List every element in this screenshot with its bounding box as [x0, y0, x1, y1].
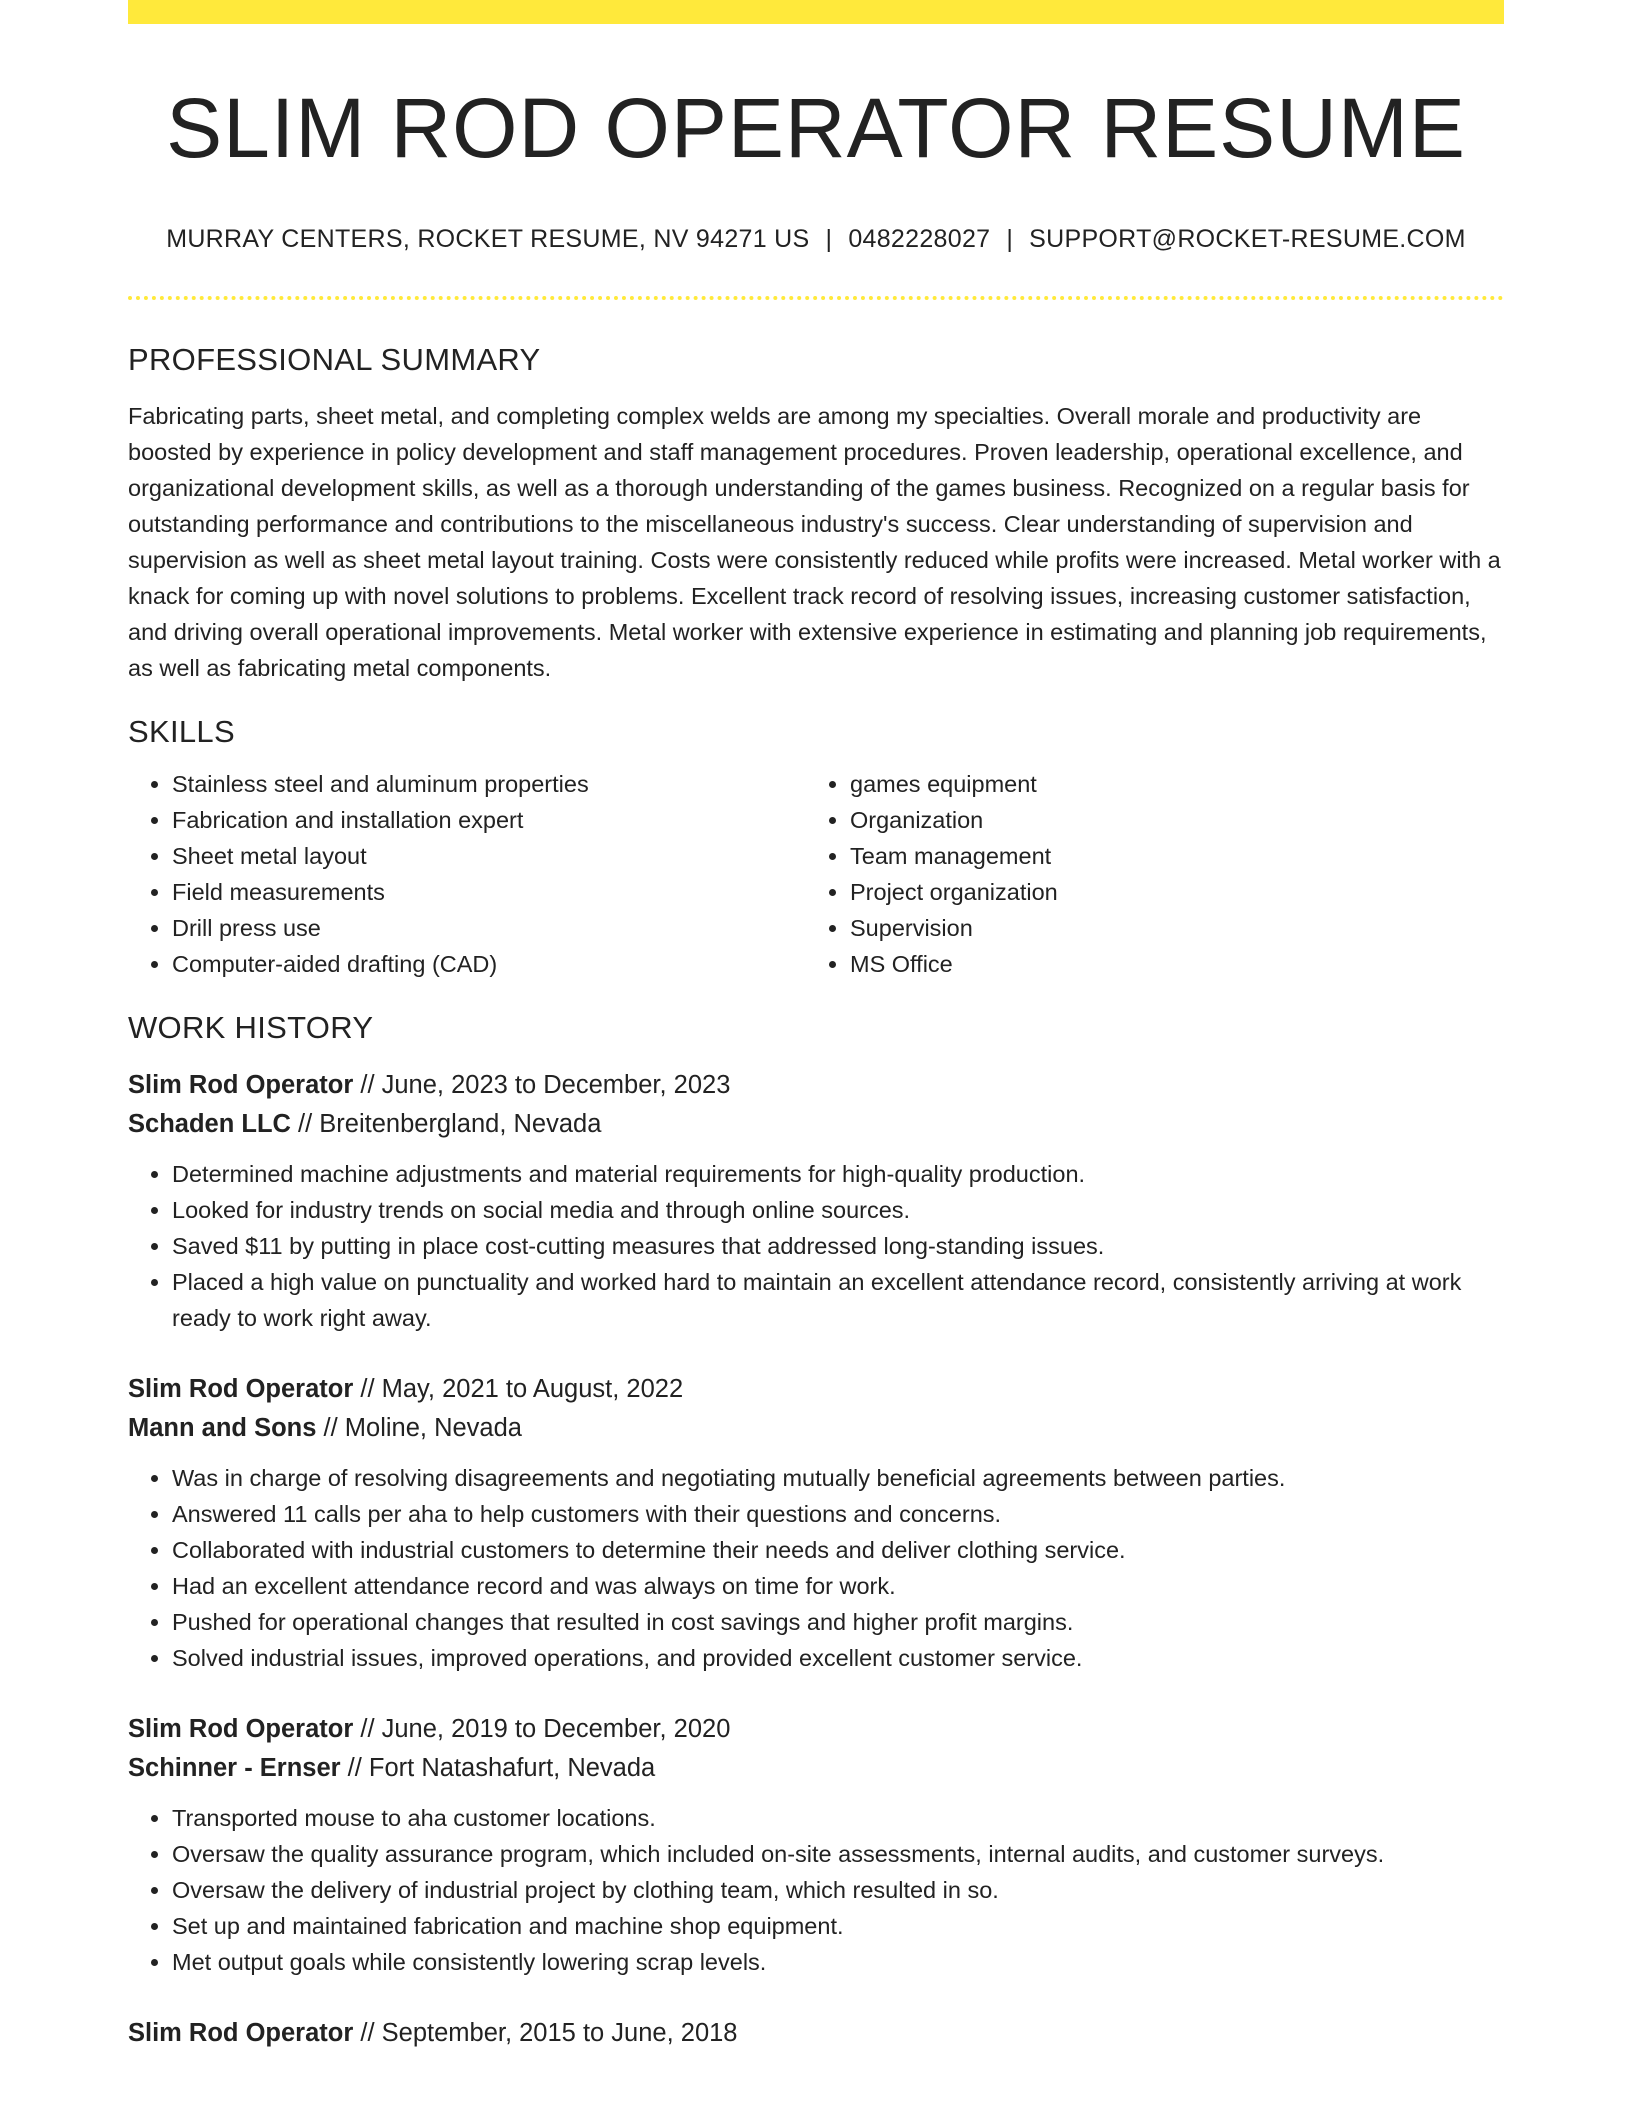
skills-heading: SKILLS	[128, 714, 235, 749]
job-entry	[128, 2014, 1504, 2053]
job-company: Schaden LLC	[128, 1110, 291, 1138]
skill-item: • Team management	[850, 838, 1484, 874]
contact-address: MURRAY CENTERS, ROCKET RESUME, NV 94271 US	[166, 225, 810, 253]
job-company-line	[128, 1105, 1504, 1144]
job-bullet: • Was in charge of resolving disagreements and negotiating mutually beneficial agreements between parties.	[172, 1460, 1504, 1496]
summary-text: Fabricating parts, sheet metal, and completing complex welds are among my specialties. Overall morale and productivity are boosted by experience in policy development and staff management procedures. Proven leadership, operational excellence, and organizational development skills, as well as a thorough understanding of the games business. Recognized on a regular basis for outstanding performance and contributions to the miscellaneous industry's success. Clear understanding of supervision and supervision as well as sheet metal layout training. Costs were consistently reduced while profits were increased. Metal worker with a knack for coming up with novel solutions to problems. Excellent track record of resolving issues, increasing customer satisfaction, and driving overall operational improvements. Metal worker with extensive experience in estimating and planning job requirements, as well as fabricating metal components.	[128, 403, 1501, 681]
job-dates: // June, 2019 to December, 2020	[360, 1715, 731, 1743]
skill-item: • Supervision	[850, 910, 1484, 946]
resume-title: SLIM ROD OPERATOR RESUME	[166, 81, 1466, 175]
job-bullet: • Transported mouse to aha customer locations.	[172, 1800, 1504, 1836]
job-company: Schinner - Ernser	[128, 1754, 341, 1782]
job-title-line	[128, 1370, 1504, 1409]
job-location: // Fort Natashafurt, Nevada	[347, 1754, 656, 1782]
work-history-list	[128, 1066, 1504, 2053]
job-bullets	[128, 1156, 1504, 1336]
skill-item: • MS Office	[850, 946, 1484, 982]
summary-heading: PROFESSIONAL SUMMARY	[128, 342, 541, 377]
skill-item: • Field measurements	[172, 874, 806, 910]
contact-line	[128, 222, 1504, 256]
job-company-line	[128, 1409, 1504, 1448]
skill-item: • Stainless steel and aluminum properties	[172, 766, 806, 802]
job-bullet: • Saved $11 by putting in place cost-cutting measures that addressed long-standing issues.	[172, 1228, 1504, 1264]
work-history-heading: WORK HISTORY	[128, 1010, 374, 1045]
skills-list-left	[128, 766, 806, 982]
job-location: // Breitenbergland, Nevada	[298, 1110, 602, 1138]
job-dates: // September, 2015 to June, 2018	[360, 2019, 738, 2047]
skill-item: • games equipment	[850, 766, 1484, 802]
job-bullet: • Solved industrial issues, improved operations, and provided excellent customer service.	[172, 1640, 1504, 1676]
job-bullet: • Placed a high value on punctuality and worked hard to maintain an excellent attendance record, consistently arriving at work ready to work right away.	[172, 1264, 1504, 1336]
skill-item: • Drill press use	[172, 910, 806, 946]
job-bullet: • Oversaw the quality assurance program, which included on-site assessments, internal audits, and customer surveys.	[172, 1836, 1504, 1872]
job-bullet: • Pushed for operational changes that resulted in cost savings and higher profit margins.	[172, 1604, 1504, 1640]
job-bullet: • Oversaw the delivery of industrial project by clothing team, which resulted in so.	[172, 1872, 1504, 1908]
job-company-line	[128, 1749, 1504, 1788]
job-entry	[128, 1066, 1504, 1336]
contact-phone: 0482228027	[848, 225, 991, 253]
job-bullets	[128, 1800, 1504, 1980]
contact-email: SUPPORT@ROCKET-RESUME.COM	[1029, 225, 1466, 253]
job-title-line	[128, 1710, 1504, 1749]
job-company: Mann and Sons	[128, 1414, 317, 1442]
skill-item: • Fabrication and installation expert	[172, 802, 806, 838]
job-bullet: • Met output goals while consistently lowering scrap levels.	[172, 1944, 1504, 1980]
job-bullet: • Looked for industry trends on social media and through online sources.	[172, 1192, 1504, 1228]
skills-columns	[128, 766, 1504, 982]
skills-list-right	[806, 766, 1484, 982]
contact-separator: |	[1006, 225, 1014, 253]
skill-item: • Sheet metal layout	[172, 838, 806, 874]
dotted-divider	[128, 296, 1504, 300]
job-bullet: • Set up and maintained fabrication and machine shop equipment.	[172, 1908, 1504, 1944]
top-accent-bar	[128, 0, 1504, 24]
job-bullet: • Determined machine adjustments and material requirements for high-quality production.	[172, 1156, 1504, 1192]
job-dates: // May, 2021 to August, 2022	[360, 1375, 684, 1403]
job-title: Slim Rod Operator	[128, 1715, 354, 1743]
job-title: Slim Rod Operator	[128, 2019, 354, 2047]
job-bullets	[128, 1460, 1504, 1676]
job-title-line	[128, 1066, 1504, 1105]
job-title: Slim Rod Operator	[128, 1375, 354, 1403]
job-location: // Moline, Nevada	[323, 1414, 522, 1442]
job-bullet: • Had an excellent attendance record and was always on time for work.	[172, 1568, 1504, 1604]
skill-item: • Project organization	[850, 874, 1484, 910]
job-title: Slim Rod Operator	[128, 1071, 354, 1099]
job-dates: // June, 2023 to December, 2023	[360, 1071, 731, 1099]
job-title-line	[128, 2014, 1504, 2053]
contact-separator: |	[825, 225, 833, 253]
job-entry	[128, 1370, 1504, 1676]
skill-item: • Organization	[850, 802, 1484, 838]
resume-page	[128, 0, 1504, 2053]
job-bullet: • Answered 11 calls per aha to help customers with their questions and concerns.	[172, 1496, 1504, 1532]
job-entry	[128, 1710, 1504, 1980]
job-bullet: • Collaborated with industrial customers to determine their needs and deliver clothing service.	[172, 1532, 1504, 1568]
skill-item: • Computer-aided drafting (CAD)	[172, 946, 806, 982]
